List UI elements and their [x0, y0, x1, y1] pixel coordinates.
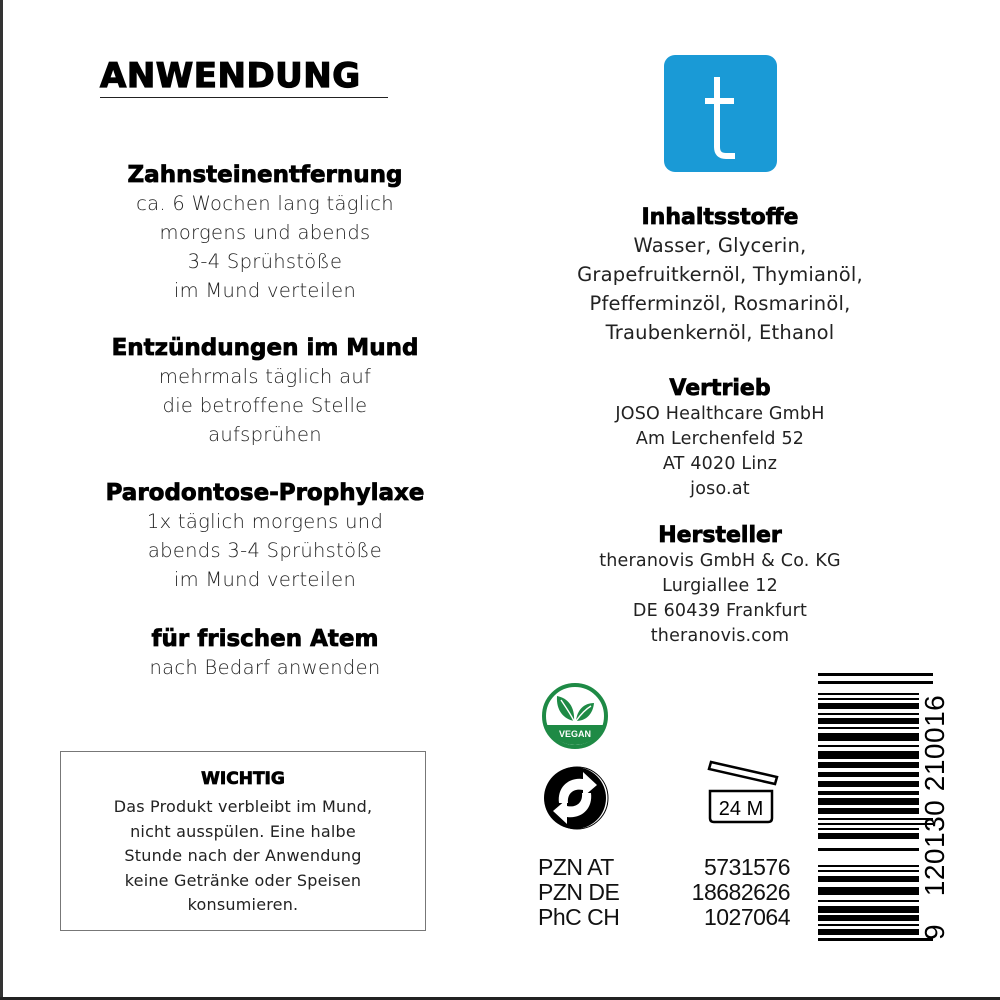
text-line: Pfefferminzöl, Rosmarinöl, [589, 292, 851, 315]
text-line: 1x täglich morgens und [146, 510, 384, 533]
text-line: DE 60439 Frankfurt [632, 601, 808, 621]
code-value: 1027064 [703, 904, 790, 930]
code-value: 5731576 [703, 854, 790, 880]
text-line: nach Bedarf anwenden [149, 656, 381, 679]
manufacturer-address [520, 549, 920, 649]
ingredients-heading: Inhaltsstoffe [641, 205, 799, 230]
code-row-pzn-de [538, 880, 790, 905]
text-line: mehrmals täglich auf [158, 365, 372, 388]
text-line: joso.at [690, 479, 750, 499]
section-text [30, 189, 500, 305]
manufacturer-section [520, 522, 920, 649]
code-row-pzn-at [538, 855, 790, 880]
brand-logo [664, 55, 777, 172]
text-line: Grapefruitkernöl, Thymianöl, [577, 263, 863, 286]
usage-section-periodontitis [30, 479, 500, 594]
notice-heading: WICHTIG [201, 769, 285, 789]
usage-section-fresh-breath [30, 625, 500, 682]
green-dot-recycle-icon [541, 763, 611, 833]
usage-section-inflammation [30, 334, 500, 449]
section-heading: Entzündungen im Mund [111, 335, 419, 361]
text-line: JOSO Healthcare GmbH [615, 404, 825, 424]
svg-text:VEGAN: VEGAN [558, 729, 592, 739]
section-text [30, 653, 500, 682]
text-line: nicht ausspülen. Eine halbe [130, 821, 356, 841]
section-heading: Parodontose-Prophylaxe [105, 480, 425, 506]
text-line: im Mund verteilen [173, 279, 357, 302]
text-line: Traubenkernöl, Ethanol [605, 321, 835, 344]
notice-text [61, 795, 425, 918]
code-label: PZN AT [538, 854, 614, 880]
distributor-heading: Vertrieb [669, 376, 771, 401]
text-line: Lurgiallee 12 [662, 576, 778, 596]
section-heading: für frischen Atem [151, 626, 379, 652]
text-line: die betroffene Stelle [162, 394, 368, 417]
ingredients-list [520, 231, 920, 347]
title-underline [100, 97, 388, 98]
text-line: 3-4 Sprühstöße [187, 250, 343, 273]
svg-text:24 M: 24 M [718, 798, 764, 820]
manufacturer-heading: Hersteller [658, 523, 782, 548]
section-text [30, 362, 500, 449]
important-notice-box [60, 751, 426, 931]
text-line: keine Getränke oder Speisen [124, 870, 362, 890]
vegan-badge-icon [540, 681, 610, 751]
text-line: aufsprühen [208, 423, 322, 446]
section-heading: Zahnsteinentfernung [127, 162, 403, 188]
text-line: theranovis GmbH & Co. KG [599, 551, 841, 571]
barcode-group-1: 120130 [919, 799, 950, 897]
text-line: AT 4020 Linz [662, 454, 778, 474]
period-after-opening-icon [704, 755, 784, 825]
code-value: 18682626 [691, 879, 790, 905]
barcode-lead-digit: 9 [919, 923, 950, 940]
text-line: abends 3-4 Sprühstöße [147, 539, 383, 562]
left-border [0, 0, 3, 1000]
letter-t-icon [664, 55, 777, 172]
text-line: Wasser, Glycerin, [633, 234, 807, 257]
product-codes [538, 855, 790, 930]
ingredients-section [520, 204, 920, 347]
barcode-group-2: 210016 [919, 694, 950, 792]
distributor-section [520, 375, 920, 502]
usage-title: ANWENDUNG [100, 56, 361, 96]
text-line: im Mund verteilen [173, 568, 357, 591]
text-line: konsumieren. [187, 895, 299, 914]
code-label: PhC CH [538, 904, 620, 930]
text-line: Das Produkt verbleibt im Mund, [113, 797, 373, 816]
text-line: theranovis.com [650, 626, 790, 646]
code-row-phc-ch [538, 905, 790, 930]
code-label: PZN DE [538, 879, 620, 905]
text-line: morgens und abends [159, 221, 371, 244]
text-line: Stunde nach der Anwendung [124, 846, 362, 865]
barcode-digits [918, 680, 952, 940]
text-line: Am Lerchenfeld 52 [635, 429, 805, 449]
distributor-address [520, 402, 920, 502]
usage-section-tartar [30, 161, 500, 305]
text-line: ca. 6 Wochen lang täglich [136, 192, 394, 215]
section-text [30, 507, 500, 594]
